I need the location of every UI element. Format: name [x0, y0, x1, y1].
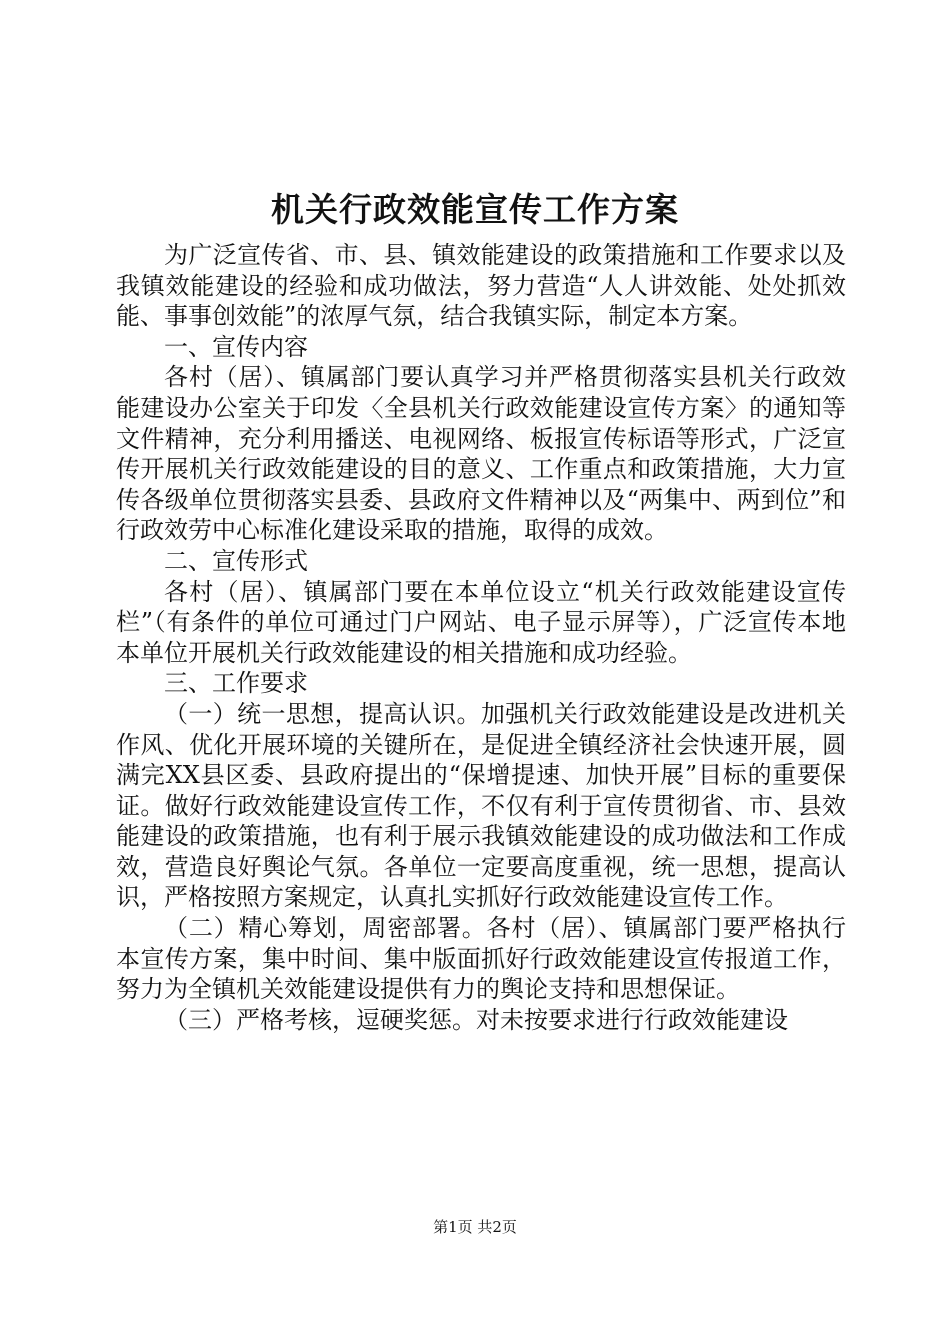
- section-heading-form: 二、宣传形式: [164, 546, 308, 575]
- requirement-paragraph-1: （一）统一思想，提高认识。加强机关行政效能建设是改进机关作风、优化开展环境的关键所在，是促进全镇经济社会快速开展，圆满完XX县区委、县政府提出的“保增提速、加快开展”目标的重要保证。做好行政效能建设宣传工作，不仅有利于宣传贯彻省、市、县效能建设的政策措施，也有利于展示我镇效能建设的成功做法和工作成效，营造良好舆论气氛。各单位一定要高度重视，统一思想，提高认识，严格按照方案规定，认真扎实抓好行政效能建设宣传工作。: [116, 699, 846, 912]
- requirement-paragraph-2: （二）精心筹划，周密部署。各村（居）、镇属部门要严格执行本宣传方案，集中时间、集中版面抓好行政效能建设宣传报道工作，努力为全镇机关效能建设提供有力的舆论支持和思想保证。: [116, 914, 846, 1004]
- section-content-paragraph: 各村（居）、镇属部门要认真学习并严格贯彻落实县机关行政效能建设办公室关于印发〈全县机关行政效能建设宣传方案〉的通知等文件精神，充分利用播送、电视网络、板报宣传标语等形式，广泛宣传开展机关行政效能建设的目的意义、工作重点和政策措施，大力宣传各级单位贯彻落实县委、县政府文件精神以及“两集中、两到位”和行政效劳中心标准化建设采取的措施，取得的成效。: [116, 363, 846, 545]
- page-footer: 第1页 共2页: [433, 1218, 517, 1236]
- document-body: [116, 240, 846, 1035]
- document-title: 机关行政效能宣传工作方案: [271, 190, 679, 229]
- section-form-paragraph: 各村（居）、镇属部门要在本单位设立“机关行政效能建设宣传栏”（有条件的单位可通过门户网站、电子显示屏等），广泛宣传本地本单位开展机关行政效能建设的相关措施和成功经验。: [116, 577, 846, 667]
- intro-paragraph: 为广泛宣传省、市、县、镇效能建设的政策措施和工作要求以及我镇效能建设的经验和成功做法，努力营造“人人讲效能、处处抓效能、事事创效能”的浓厚气氛，结合我镇实际，制定本方案。: [116, 241, 846, 331]
- section-heading-content: 一、宣传内容: [164, 332, 308, 361]
- section-heading-requirements: 三、工作要求: [164, 669, 308, 698]
- requirement-paragraph-3: （三）严格考核，逗硬奖惩。对未按要求进行行政效能建设: [164, 1005, 788, 1034]
